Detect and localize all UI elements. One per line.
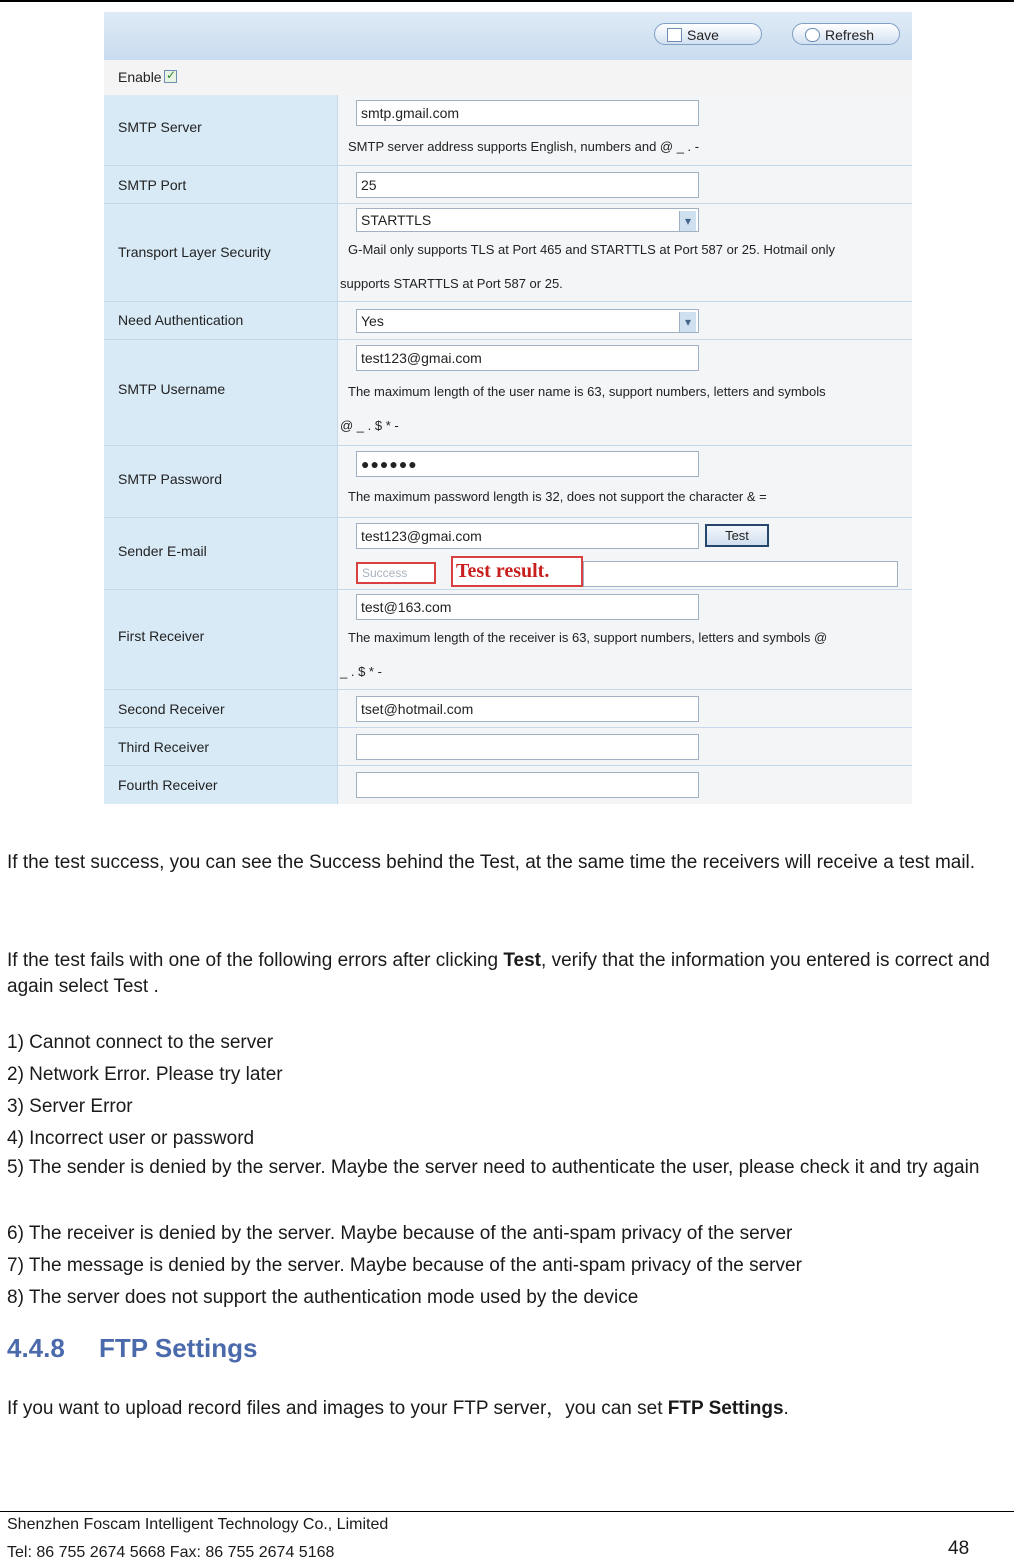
tls-hint-line2: supports STARTTLS at Port 587 or 25. bbox=[340, 276, 563, 291]
section-number: 4.4.8 bbox=[7, 1333, 65, 1363]
smtp-username-input[interactable]: test123@gmai.com bbox=[356, 345, 699, 371]
smtp-username-row bbox=[104, 340, 912, 446]
smtp-server-input[interactable]: smtp.gmail.com bbox=[356, 100, 699, 126]
paragraph-ftp bbox=[7, 1396, 1012, 1422]
first-receiver-hint-line2: _ . $ * - bbox=[340, 664, 382, 679]
save-label: Save bbox=[687, 27, 719, 43]
section-heading bbox=[7, 1333, 257, 1364]
para3-after: . bbox=[783, 1398, 789, 1419]
first-receiver-hint-line1: The maximum length of the receiver is 63, support numbers, letters and symbols @ bbox=[348, 630, 828, 645]
fourth-receiver-row bbox=[104, 766, 912, 804]
third-receiver-row bbox=[104, 728, 912, 766]
refresh-label: Refresh bbox=[825, 27, 875, 43]
page-number: 48 bbox=[948, 1538, 970, 1559]
tls-hint-line1: G-Mail only supports TLS at Port 465 and STARTTLS at Port 587 or 25. Hotmail only bbox=[348, 242, 836, 257]
smtp-server-row bbox=[104, 95, 912, 166]
smtp-server-label: SMTP Server bbox=[118, 119, 202, 135]
para2-bold: Test bbox=[503, 950, 542, 971]
need-auth-select[interactable]: Yes ▾ bbox=[356, 309, 699, 333]
fourth-receiver-label: Fourth Receiver bbox=[118, 777, 218, 793]
test-button[interactable]: Test bbox=[705, 524, 769, 547]
need-auth-row bbox=[104, 302, 912, 340]
second-receiver-input[interactable]: tset@hotmail.com bbox=[356, 696, 699, 722]
paragraph-test-fails bbox=[7, 948, 1012, 1000]
enable-checkbox[interactable] bbox=[164, 70, 177, 83]
smtp-username-hint-line1: The maximum length of the user name is 63, support numbers, letters and symbols bbox=[348, 384, 826, 399]
third-receiver-label: Third Receiver bbox=[118, 739, 210, 755]
enable-label: Enable bbox=[118, 69, 162, 85]
first-receiver-label: First Receiver bbox=[118, 628, 205, 644]
first-receiver-row bbox=[104, 590, 912, 690]
footer-rule bbox=[0, 1511, 1014, 1512]
smtp-password-hint: The maximum password length is 32, does not support the character & = bbox=[348, 489, 767, 504]
smtp-server-hint: SMTP server address supports English, numbers and @ _ . - bbox=[348, 139, 700, 154]
smtp-port-input[interactable]: 25 bbox=[356, 172, 699, 198]
save-button[interactable] bbox=[654, 23, 762, 45]
para2-after: , verify that the information you entered is correct and again select Test . bbox=[7, 950, 990, 997]
second-receiver-row bbox=[104, 690, 912, 728]
footer-company: Shenzhen Foscam Intelligent Technology Co., Limited bbox=[7, 1516, 389, 1533]
error-item: 6) The receiver is denied by the server. Maybe because of the anti-spam privacy of the server bbox=[7, 1223, 793, 1244]
error-item: 4) Incorrect user or password bbox=[7, 1128, 255, 1149]
smtp-username-hint-line2: @ _ . $ * - bbox=[340, 418, 399, 433]
smtp-password-row bbox=[104, 446, 912, 518]
test-result-callout: Test result. bbox=[451, 556, 583, 587]
first-receiver-input[interactable]: test@163.com bbox=[356, 594, 699, 620]
paragraph-test-success: If the test success, you can see the Success behind the Test, at the same time the receivers will receive a test mail. bbox=[7, 852, 976, 873]
test-status: Success bbox=[356, 562, 436, 584]
tls-row bbox=[104, 204, 912, 302]
error-item: 1) Cannot connect to the server bbox=[7, 1032, 274, 1053]
para2-before: If the test fails with one of the following errors after clicking bbox=[7, 950, 504, 971]
sender-email-input[interactable]: test123@gmai.com bbox=[356, 523, 699, 549]
section-title: FTP Settings bbox=[99, 1333, 258, 1363]
smtp-port-row bbox=[104, 166, 912, 204]
sender-email-label: Sender E-mail bbox=[118, 543, 207, 559]
error-item: 2) Network Error. Please try later bbox=[7, 1064, 283, 1085]
top-rule bbox=[0, 0, 1014, 2]
smtp-password-label: SMTP Password bbox=[118, 471, 222, 487]
refresh-button[interactable] bbox=[792, 23, 900, 45]
need-auth-label: Need Authentication bbox=[118, 312, 244, 328]
footer-contact: Tel: 86 755 2674 5668 Fax: 86 755 2674 5168 bbox=[7, 1544, 335, 1561]
second-receiver-label: Second Receiver bbox=[118, 701, 225, 717]
refresh-icon bbox=[805, 28, 820, 42]
smtp-port-label: SMTP Port bbox=[118, 177, 187, 193]
para3-bold: FTP Settings bbox=[667, 1398, 784, 1419]
tls-label: Transport Layer Security bbox=[118, 244, 271, 260]
smtp-password-input[interactable]: ●●●●●● bbox=[356, 451, 699, 477]
error-item: 7) The message is denied by the server. Maybe because of the anti-spam privacy of the server bbox=[7, 1255, 802, 1276]
smtp-username-label: SMTP Username bbox=[118, 381, 226, 397]
test-result-field bbox=[583, 561, 898, 587]
sender-email-row bbox=[104, 518, 912, 590]
enable-row bbox=[104, 60, 912, 96]
para3-before: If you want to upload record files and images to your FTP server，you can set bbox=[7, 1398, 668, 1419]
toolbar bbox=[104, 12, 912, 61]
error-item: 8) The server does not support the authentication mode used by the device bbox=[7, 1287, 639, 1308]
tls-select[interactable]: STARTTLS ▾ bbox=[356, 208, 699, 232]
error-list bbox=[7, 1030, 1012, 1317]
fourth-receiver-input[interactable] bbox=[356, 772, 699, 798]
third-receiver-input[interactable] bbox=[356, 734, 699, 760]
error-item: 3) Server Error bbox=[7, 1096, 133, 1117]
mail-settings-screenshot bbox=[104, 12, 912, 804]
save-icon bbox=[667, 28, 682, 42]
error-item: 5) The sender is denied by the server. Maybe the server need to authenticate the user, please check it and try again bbox=[7, 1157, 980, 1178]
